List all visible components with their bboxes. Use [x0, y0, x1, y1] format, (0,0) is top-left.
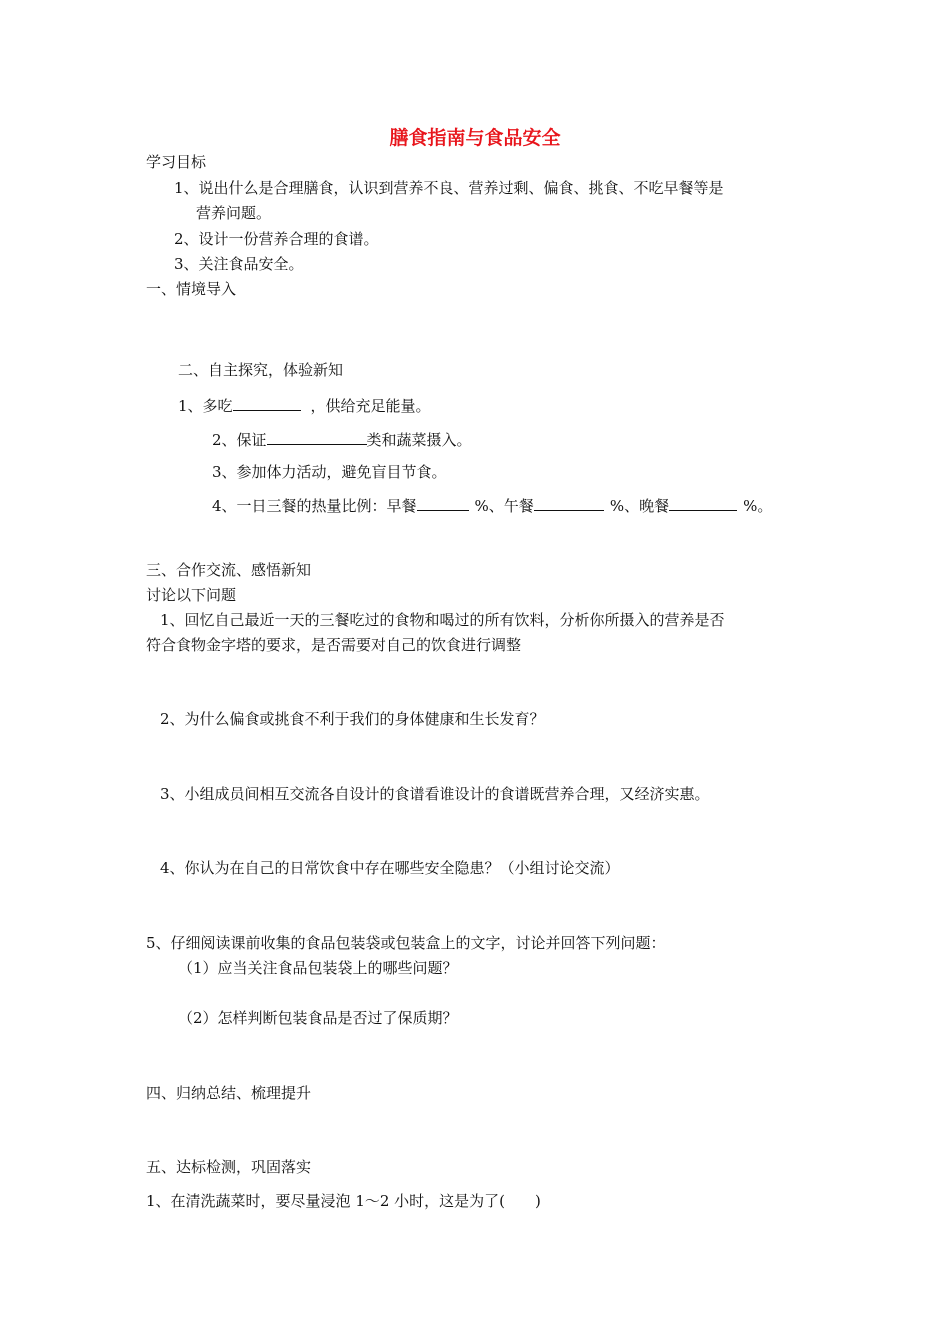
discussion-q2: 2、为什么偏食或挑食不利于我们的身体健康和生长发育？ [160, 710, 545, 728]
question-2-1-prefix: 1、多吃 [178, 397, 233, 415]
question-2-4 [212, 495, 772, 516]
question-2-2-prefix: 2、保证 [212, 431, 267, 449]
breakfast-blank[interactable] [417, 495, 469, 511]
discussion-q3: 3、小组成员间相互交流各自设计的食谱看谁设计的食谱既营养合理，又经济实惠。 [160, 785, 710, 803]
question-2-2 [212, 429, 472, 450]
discussion-q5-2: （2）怎样判断包装食品是否过了保质期？ [178, 1009, 458, 1027]
dinner-blank[interactable] [669, 495, 737, 511]
section-2-heading: 二、自主探究，体验新知 [178, 361, 344, 379]
discussion-q5-1: （1）应当关注食品包装袋上的哪些问题？ [178, 959, 458, 977]
discussion-q1-cont: 符合食物金字塔的要求，是否需要对自己的饮食进行调整 [146, 636, 522, 654]
objective-1-cont: 营养问题。 [196, 204, 272, 222]
question-2-4-end: %。 [743, 497, 773, 515]
objective-1: 1、说出什么是合理膳食，认识到营养不良、营养过剩、偏食、挑食、不吃早餐等是 [174, 179, 724, 197]
lunch-label: %、午餐 [474, 497, 534, 515]
question-2-1-suffix: ，供给充足能量。 [310, 397, 431, 415]
question-2-4-prefix: 4、一日三餐的热量比例：早餐 [212, 497, 417, 515]
discussion-q1: 1、回忆自己最近一天的三餐吃过的食物和喝过的所有饮料，分析你所摄入的营养是否 [160, 611, 725, 629]
discussion-q5: 5、仔细阅读课前收集的食品包装袋或包装盒上的文字，讨论并回答下列问题： [146, 934, 666, 952]
section-1-heading: 一、情境导入 [146, 280, 237, 298]
answer-blank[interactable] [267, 429, 367, 445]
objectives-heading: 学习目标 [146, 153, 207, 171]
page-title: 膳食指南与食品安全 [389, 127, 561, 149]
question-2-2-suffix: 类和蔬菜摄入。 [366, 431, 472, 449]
objective-2: 2、设计一份营养合理的食谱。 [174, 230, 379, 248]
answer-blank[interactable] [233, 395, 301, 411]
question-2-1 [178, 395, 431, 416]
section-5-heading: 五、达标检测，巩固落实 [146, 1158, 312, 1176]
dinner-label: %、晚餐 [609, 497, 670, 515]
test-question-1: 1、在清洗蔬菜时，要尽量浸泡 1～2 小时，这是为了( ) [146, 1192, 541, 1210]
discussion-subheading: 讨论以下问题 [146, 586, 237, 604]
section-4-heading: 四、归纳总结、梳理提升 [146, 1084, 312, 1102]
lunch-blank[interactable] [534, 495, 604, 511]
discussion-q4: 4、你认为在自己的日常饮食中存在哪些安全隐患？（小组讨论交流） [160, 859, 620, 877]
section-3-heading: 三、合作交流、感悟新知 [146, 561, 312, 579]
objective-3: 3、关注食品安全。 [174, 255, 304, 273]
question-2-3: 3、参加体力活动，避免盲目节食。 [212, 463, 447, 481]
